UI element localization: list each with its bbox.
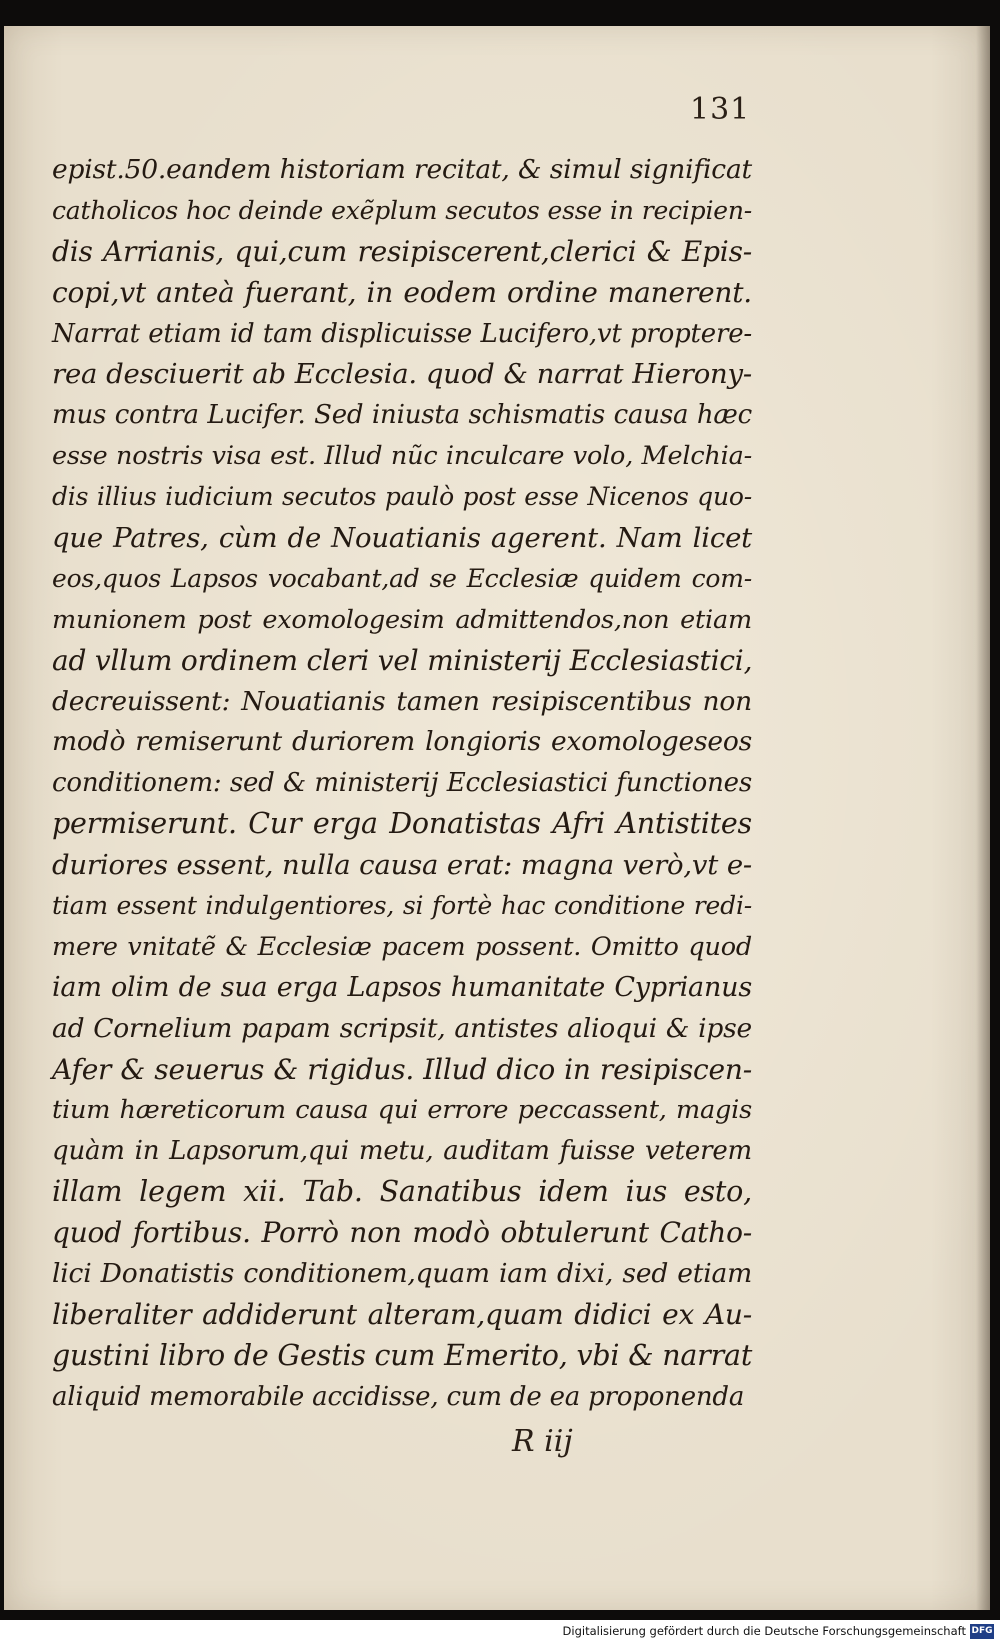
text-line: Narrat etiam id tam displicuisse Lucifero,vt proptere- [52, 318, 752, 349]
text-line: Afer & seuerus & rigidus. Illud dico in resipiscen- [52, 1052, 752, 1086]
page-edge-shadow [976, 26, 990, 1610]
text-line: rea desciuerit ab Ecclesia. quod & narrat Hierony- [52, 358, 752, 391]
text-line: tiam essent indulgentiores, si fortè hac conditione redi- [52, 891, 752, 921]
text-line: quod fortibus. Porrò non modò obtulerunt Catho- [52, 1216, 752, 1250]
text-line: duriores essent, nulla causa erat: magna verò,vt e- [52, 849, 752, 882]
text-line: quàm in Lapsorum,qui metu, auditam fuisse veterem [52, 1136, 752, 1167]
text-line: catholicos hoc deinde exẽplum secutos esse in recipien- [52, 195, 752, 225]
footer-credit: Digitalisierung gefördert durch die Deutsche Forschungsgemeinschaft [562, 1624, 966, 1638]
text-line: decreuissent: Nouatianis tamen resipiscentibus non [52, 685, 752, 717]
text-line: permiserunt. Cur erga Donatistas Afri Antistites [52, 807, 752, 841]
text-line: mus contra Lucifer. Sed iniusta schismatis causa hæc [52, 400, 752, 431]
text-line: ad vllum ordinem cleri vel ministerij Ecclesiastici, [52, 643, 753, 677]
text-line: eos,quos Lapsos vocabant,ad se Ecclesiæ quidem com- [52, 563, 752, 593]
text-line: que Patres, cùm de Nouatianis agerent. Nam licet [52, 522, 752, 555]
text-line: modò remiserunt duriorem longioris exomologeseos [52, 726, 752, 758]
text-line: ad Cornelium papam scripsit, antistes alioqui & ipse [52, 1012, 752, 1044]
signature-mark: R iij [512, 1424, 573, 1459]
text-line: mere vnitatẽ & Ecclesiæ pacem possent. Omitto quod [52, 931, 752, 962]
text-line: copi,vt anteà fuerant, in eodem ordine manerent. [52, 275, 752, 309]
text-line: esse nostris visa est. Illud nũc inculcare volo, Melchia- [52, 441, 752, 472]
text-line: dis illius iudicium secutos paulò post esse Nicenos quo- [52, 482, 752, 512]
text-line: conditionem: sed & ministerij Ecclesiastici functiones [52, 768, 752, 799]
text-line: lici Donatistis conditionem,quam iam dixi, sed etiam [52, 1258, 752, 1290]
book-page [4, 26, 990, 1610]
text-line: epist.50.eandem historiam recitat, & simul significat [52, 154, 752, 185]
body-text [52, 150, 752, 1418]
text-line: iam olim de sua erga Lapsos humanitate Cyprianus [52, 971, 752, 1003]
text-line: aliquid memorabile accidisse, cum de ea proponenda [52, 1381, 745, 1412]
text-line: liberaliter addiderunt alteram,quam didici ex Au- [52, 1297, 752, 1331]
text-line: tium hæreticorum causa qui errore peccassent, magis [52, 1095, 752, 1126]
dfg-logo-icon: DFG [970, 1624, 994, 1639]
page-number: 131 [690, 92, 751, 127]
text-line: dis Arrianis, qui,cum resipiscerent,clerici & Epis- [52, 234, 752, 268]
text-line: munionem post exomologesim admittendos,non etiam [52, 604, 752, 635]
text-line: gustini libro de Gestis cum Emerito, vbi & narrat [52, 1338, 753, 1372]
text-line: illam legem xii. Tab. Sanatibus idem ius esto, [52, 1175, 752, 1209]
footer-bar [0, 1620, 1000, 1644]
